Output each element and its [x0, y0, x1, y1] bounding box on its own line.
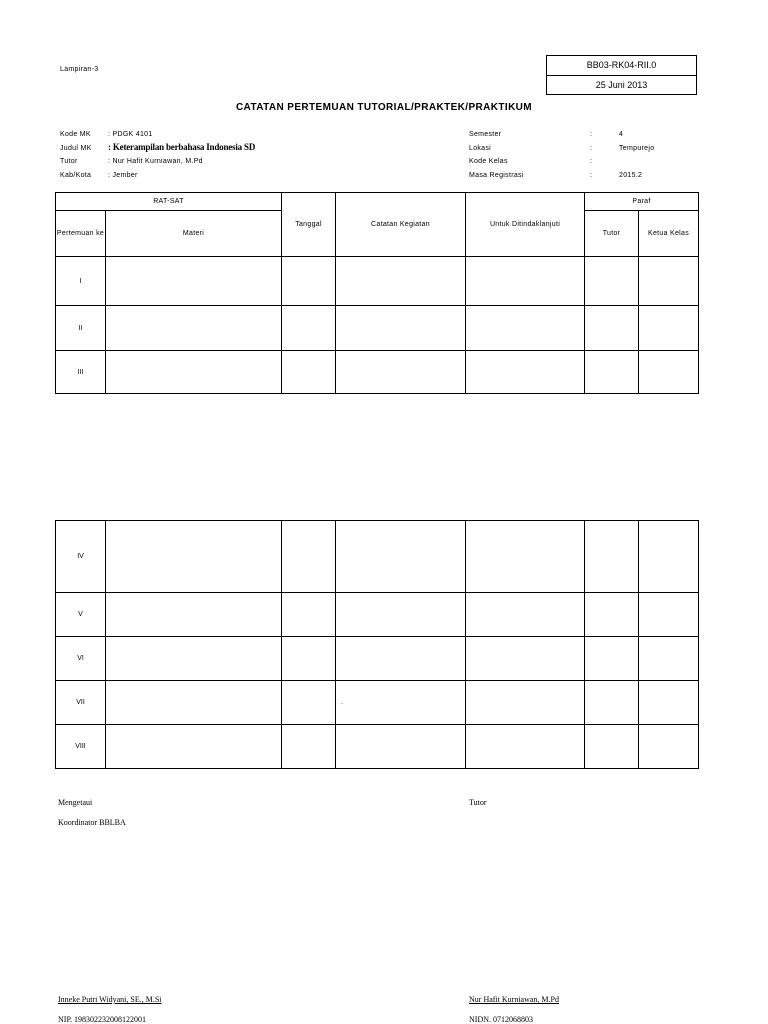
table-row	[56, 521, 699, 593]
info-label-kode-kelas: Kode Kelas	[469, 158, 508, 165]
info-value-masa-registrasi: 2015.2	[619, 172, 643, 179]
row-number: IV	[56, 521, 106, 593]
page-title: CATATAN PERTEMUAN TUTORIAL/PRAKTEK/PRAKTIKUM	[235, 102, 533, 113]
info-sep-kode-kelas: :	[590, 158, 593, 165]
row-number: VI	[56, 637, 106, 681]
document-code-box	[546, 55, 697, 95]
header-materi: Materi	[106, 211, 282, 257]
table-row	[56, 257, 699, 306]
row-number: II	[56, 306, 106, 351]
header-catatan-kegiatan: Catatan Kegiatan	[336, 193, 466, 257]
signature-coordinator-name: Inneke Putri Widyani, SE., M.Si	[58, 995, 162, 1004]
signature-acknowledged-label: Mengetaui	[58, 798, 93, 807]
info-sep-lokasi: :	[590, 145, 593, 152]
table-row	[56, 593, 699, 637]
header-pertemuan-ke: Pertemuan ke	[56, 211, 106, 257]
document-date: 25 Juni 2013	[595, 80, 648, 90]
info-value-kode-mk: : PDGK 4101	[108, 131, 153, 138]
signature-tutor-name: Nur Hafit Kurniawan, M.Pd	[469, 995, 559, 1004]
info-label-kode-mk: Kode MK	[60, 131, 91, 138]
info-label-judul-mk: Judul MK	[60, 145, 92, 152]
info-value-kab-kota: : Jember	[108, 172, 138, 179]
signature-tutor-label: Tutor	[469, 798, 487, 807]
meeting-table-bottom	[55, 520, 699, 769]
table-row	[56, 725, 699, 769]
signature-coordinator-label: Koordinator BBLBA	[58, 818, 126, 827]
info-value-judul-mk: : Keterampilan berbahasa Indonesia SD	[108, 142, 256, 152]
table-row	[56, 351, 699, 394]
header-untuk-ditindaklanjuti: Untuk Ditindaklanjuti	[466, 193, 585, 257]
header-rat-sat: RAT-SAT	[56, 193, 282, 211]
info-label-lokasi: Lokasi	[469, 145, 492, 152]
meeting-table-top	[55, 192, 699, 394]
table-row	[56, 306, 699, 351]
row-number: VIII	[56, 725, 106, 769]
table-row	[56, 681, 699, 725]
header-ketua-kelas: Ketua Kelas	[639, 211, 699, 257]
info-label-masa-registrasi: Masa Registrasi	[469, 172, 524, 179]
info-sep-masa-registrasi: :	[590, 172, 593, 179]
info-value-semester: 4	[619, 131, 624, 138]
header-paraf: Paraf	[585, 193, 699, 211]
info-label-tutor: Tutor	[60, 158, 78, 165]
attachment-label: Lampiran-3	[60, 66, 99, 73]
signature-tutor-nidn: NIDN. 0712068803	[469, 1015, 533, 1024]
row-number: III	[56, 351, 106, 394]
info-label-kab-kota: Kab/Kota	[60, 172, 92, 179]
row-number: I	[56, 257, 106, 306]
header-tanggal: Tanggal	[282, 193, 336, 257]
info-label-semester: Semester	[469, 131, 502, 138]
row-number: VII	[56, 681, 106, 725]
signature-coordinator-nip: NIP. 198302232008122001	[58, 1015, 147, 1024]
info-value-lokasi: Tempurejo	[619, 145, 655, 152]
header-tutor: Tutor	[585, 211, 639, 257]
table-row	[56, 637, 699, 681]
document-code: BB03-RK04-RII.0	[547, 56, 696, 76]
row-note: .	[336, 681, 466, 725]
info-sep-semester: :	[590, 131, 593, 138]
row-number: V	[56, 593, 106, 637]
info-value-tutor: : Nur Hafit Kurniawan, M.Pd	[108, 158, 203, 165]
